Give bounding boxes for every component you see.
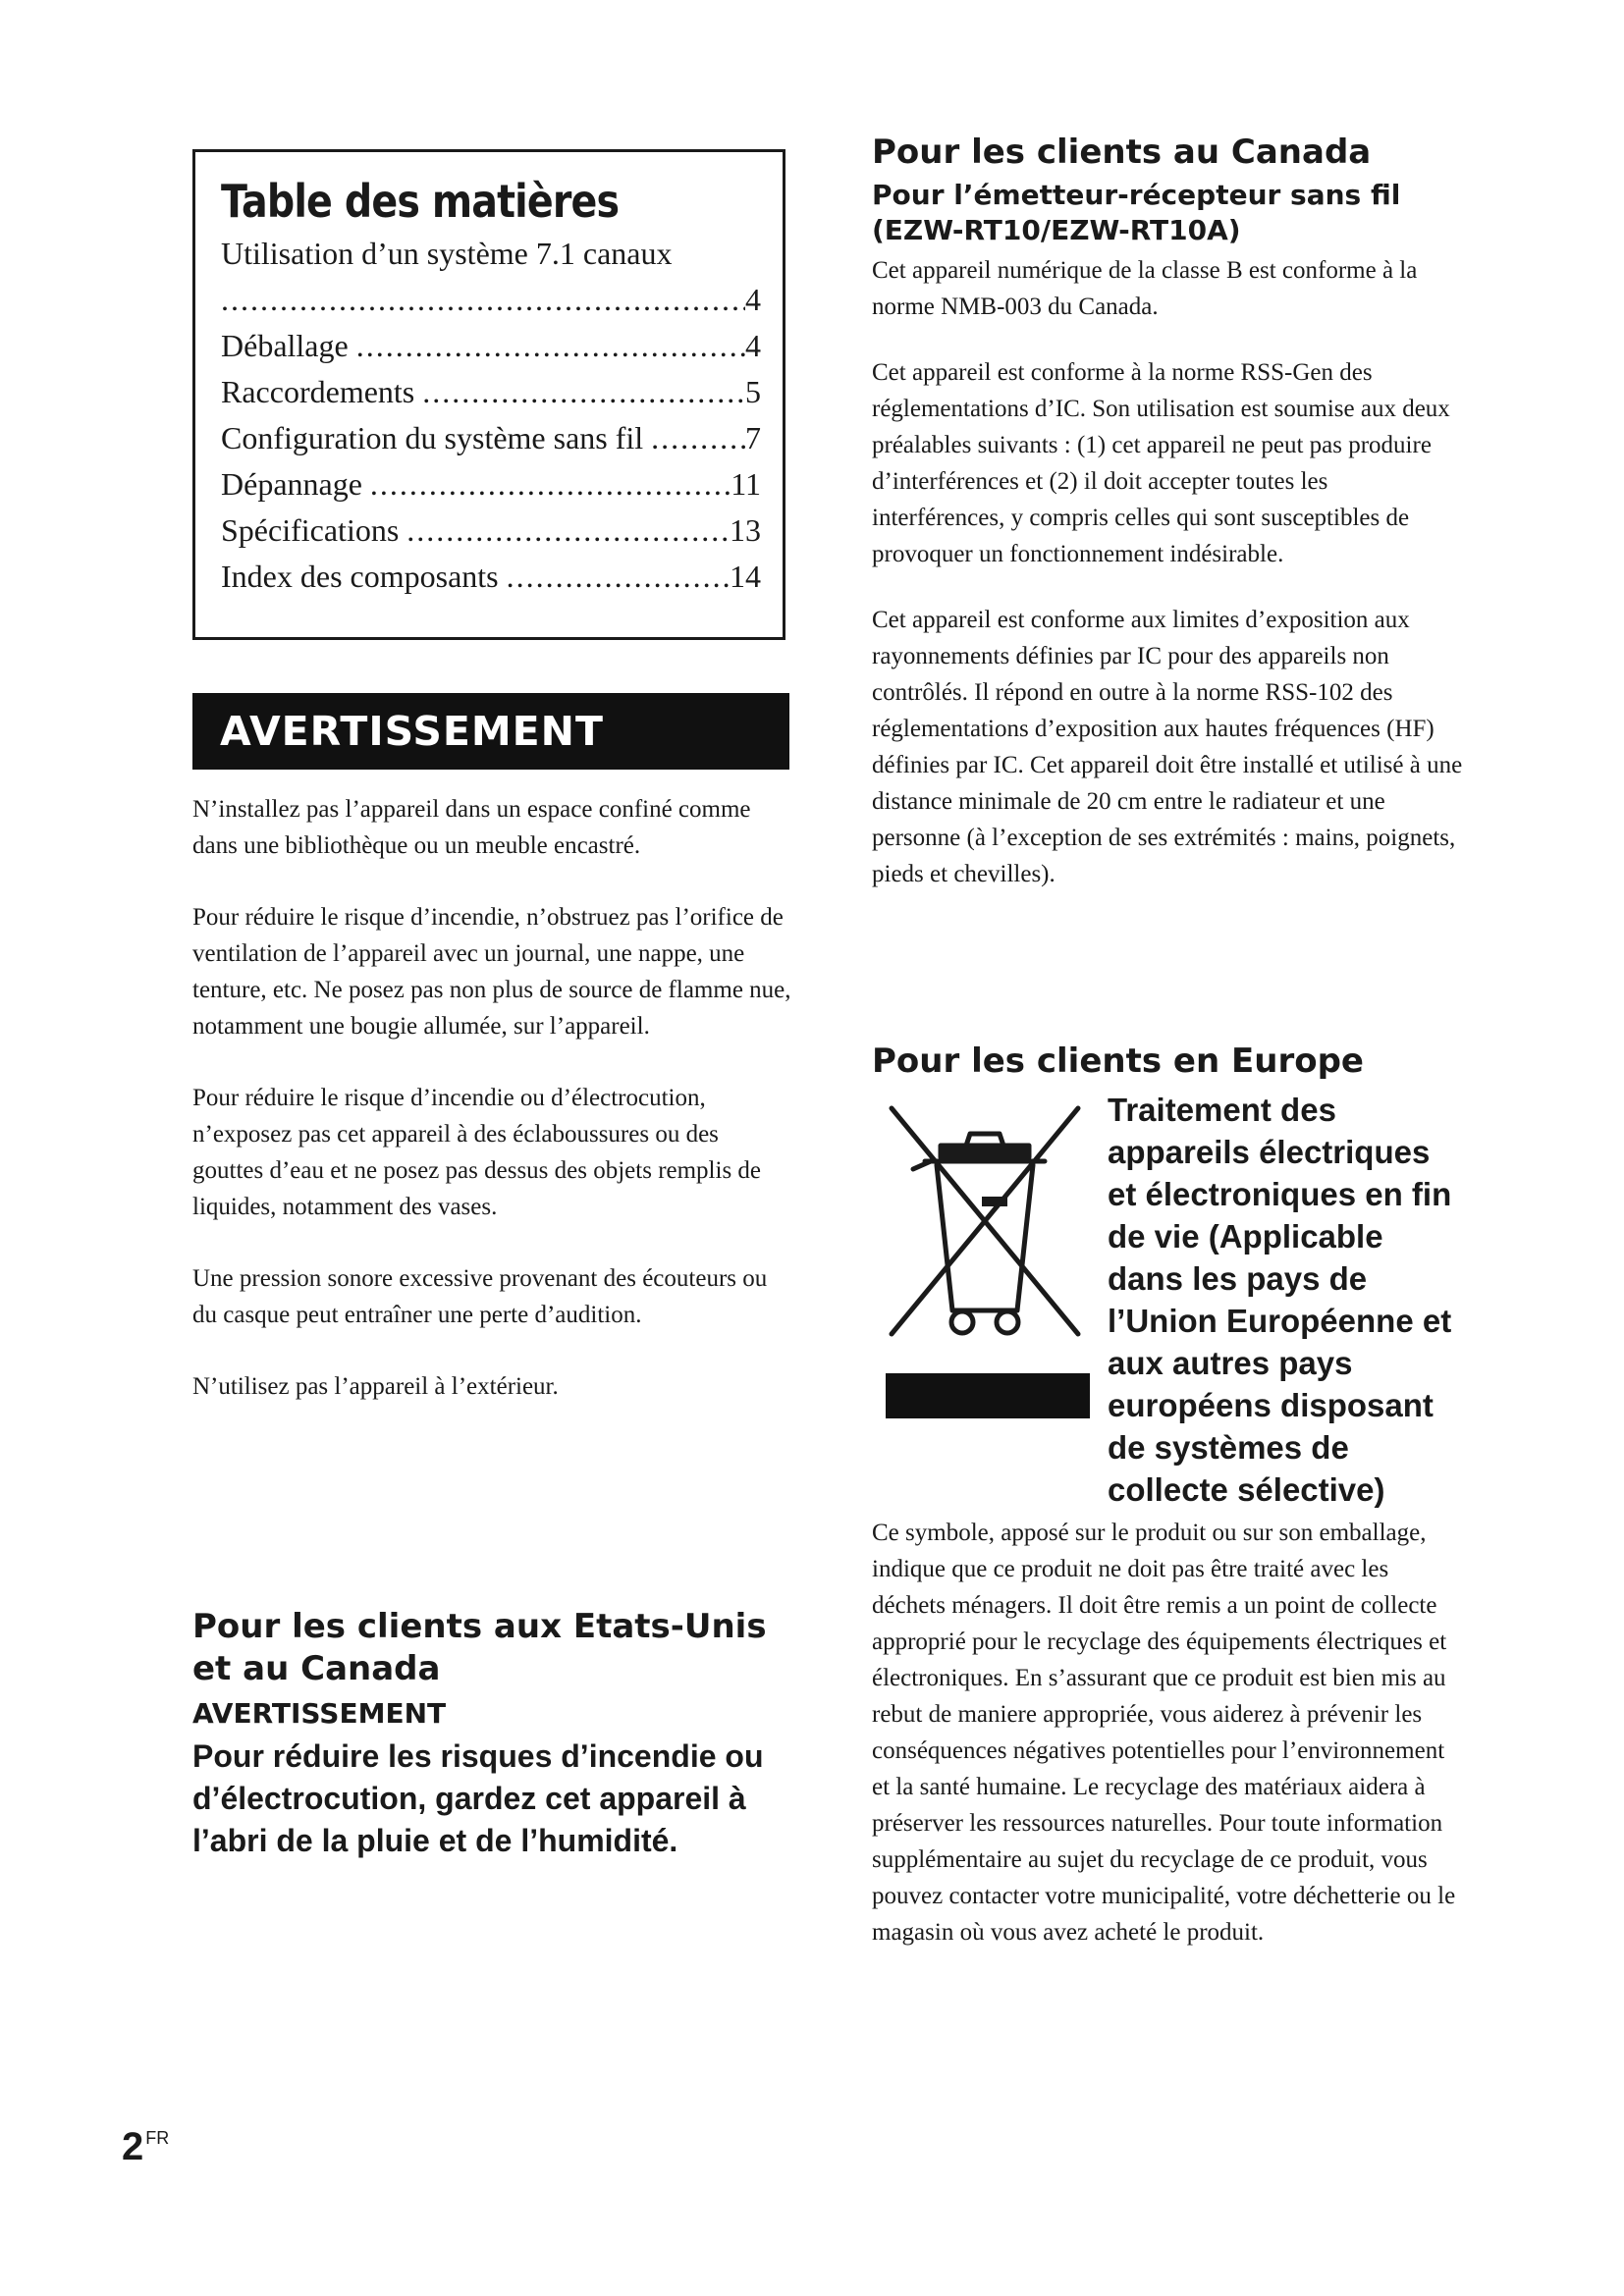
us-canada-heading: Pour les clients aux Etats-Unis et au Canada [192,1607,767,1688]
toc-leader [414,369,745,415]
toc-entry[interactable] [221,461,761,507]
page-number-value: 2 [122,2125,144,2168]
toc-leader [221,277,745,323]
warning-banner: AVERTISSEMENT [192,693,789,770]
toc-leader [399,507,730,554]
toc-label: Raccordements [221,374,415,409]
europe-section [872,1041,1465,1950]
toc-leader [643,415,745,461]
toc-label: Déballage [221,328,349,363]
toc-entry[interactable] [221,323,761,369]
toc-entry[interactable] [221,369,761,415]
left-column [192,791,791,1405]
page-number [122,2125,169,2169]
toc-entry[interactable] [221,554,761,600]
warning-paragraph: N’installez pas l’appareil dans un espace confiné comme dans une bibliothèque ou un meuble encastré. [192,796,751,859]
toc-entry[interactable] [221,415,761,461]
toc-entry[interactable] [221,507,761,554]
toc-page: 5 [745,374,761,409]
toc-leader [499,554,730,600]
toc-page: 11 [731,466,761,502]
canada-paragraph: Cet appareil est conforme à la norme RSS-Gen des réglementations d’IC. Son utilisation est soumise aux deux préalables suivants : (1) cet appareil ne peut pas produire d’interférences et (2) il doit accepter toutes les interférences, y compris celles qui sont susceptibles de provoquer un fonctionnement indésirable. [872,359,1450,567]
canada-section [872,132,1465,892]
toc-leader [349,323,745,369]
toc-page: 14 [730,559,761,594]
page-language-suffix: FR [145,2128,170,2148]
toc-label: Index des composants [221,559,499,594]
weee-block [872,1089,1465,1511]
canada-heading: Pour les clients au Canada [872,133,1372,172]
toc-page: 4 [745,328,761,363]
canada-paragraph: Cet appareil est conforme aux limites d’exposition aux rayonnements définies par IC pour des appareils non contrôlés. Il répond en outre à la norme RSS-102 des réglementations d’exposition aux hautes fréquences (HF) définies par IC. Cet appareil doit être installé et utilisé à une distance minimale de 20 cm entre le radiateur et une personne (à l’exception de ses extrémités : mains, poignets, pieds et chevilles). [872,607,1463,887]
europe-paragraph: Ce symbole, apposé sur le produit ou sur son emballage, indique que ce produit ne doit pas être traité avec les déchets ménagers. Il doit être remis a un point de collecte approprié pour le recyclage des équipements électriques et électroniques. En s’assurant que ce produit est bien mis au rebut de maniere appropriée, vous aiderez à prévenir les conséquences négatives potentielles pour l’environnement et la santé humaine. Le recyclage des matériaux aidera à préserver les ressources naturelles. Pour toute information supplémentaire au sujet du recyclage de ce produit, vous pouvez contacter votre municipalité, votre déchetterie ou le magasin où vous avez acheté le produit. [872,1520,1456,1946]
warning-paragraph: N’utilisez pas l’appareil à l’extérieur. [192,1373,559,1400]
toc-entry-first-label: Utilisation d’un système 7.1 canaux [221,236,673,271]
toc-title: Table des matières [221,175,620,228]
europe-heading: Pour les clients en Europe [872,1041,1364,1081]
us-canada-subheading: AVERTISSEMENT [192,1697,447,1730]
toc-page: 13 [730,512,761,548]
us-canada-warning: Pour réduire les risques d’incendie ou d’électrocution, gardez cet appareil à l’abri de la pluie et de l’humidité. [192,1738,764,1858]
warning-paragraph: Une pression sonore excessive provenant des écouteurs ou du casque peut entraîner une perte d’audition. [192,1265,768,1328]
toc-page: 4 [745,282,761,317]
toc-label: Spécifications [221,512,400,548]
canada-paragraph: Cet appareil numérique de la classe B est conforme à la norme NMB-003 du Canada. [872,257,1418,320]
warning-paragraph: Pour réduire le risque d’incendie ou d’électrocution, n’exposez pas cet appareil à des éclaboussures ou des gouttes d’eau et ne posez pas dessus des objets remplis de liquides, notamment des vases. [192,1085,762,1220]
warning-paragraph: Pour réduire le risque d’incendie, n’obstruez pas l’orifice de ventilation de l’appareil avec un journal, une nappe, une tenture, etc. Ne posez pas non plus de source de flamme nue, notamment une bougie allumée, sur l’appareil. [192,904,791,1040]
toc-leader [362,461,731,507]
toc-label: Dépannage [221,466,362,502]
toc-label: Configuration du système sans fil [221,420,644,455]
canada-subheading: Pour l’émetteur-récepteur sans fil (EZW-RT10/EZW-RT10A) [872,179,1401,246]
us-canada-section [192,1606,801,1862]
weee-crossed-bin-icon [872,1089,1104,1442]
toc-entry-first[interactable] [221,277,761,323]
weee-title: Traitement des appareils électriques et électroniques en fin de vie (Applicable dans les pays de l’Union Européenne et aux autres pays européens disposant de systèmes de collecte sélective) [1108,1092,1452,1508]
toc-box [192,149,785,640]
toc-page: 7 [745,420,761,455]
